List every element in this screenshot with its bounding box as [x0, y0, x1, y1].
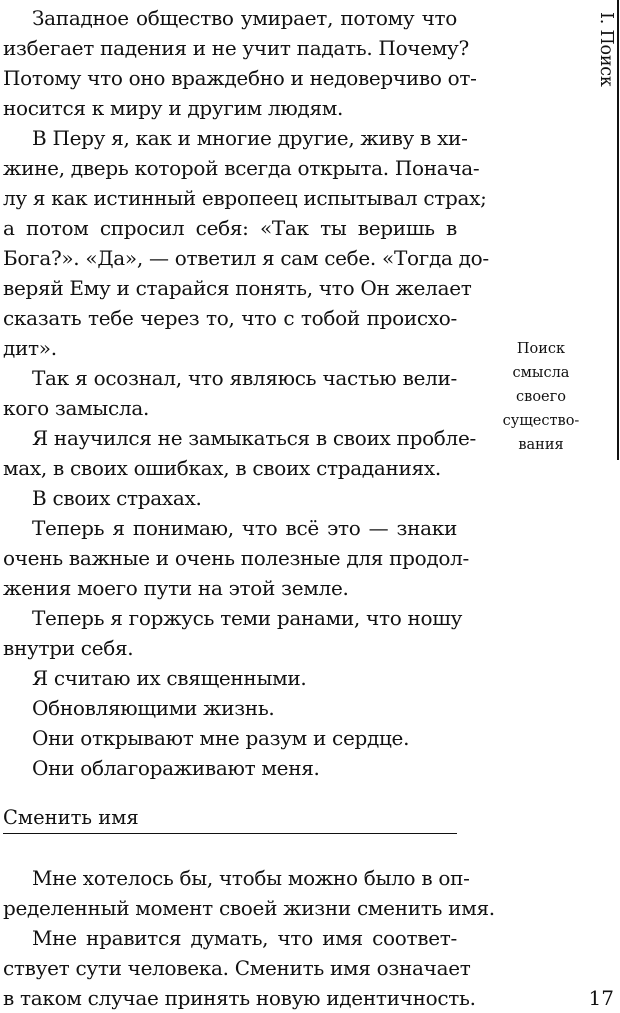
- margin-note-line: смысла: [512, 365, 570, 381]
- text-line: очень важные и очень полезные для продол-: [3, 546, 470, 570]
- margin-rule: [617, 0, 619, 460]
- text-line: внутри себя.: [3, 636, 134, 660]
- text-line: ределенный момент своей жизни сменить имя.: [3, 896, 495, 920]
- margin-note-line: своего: [516, 389, 566, 405]
- text-line: жине, дверь которой всегда открыта. Понача-: [3, 156, 480, 180]
- section-heading: Сменить имя: [3, 806, 139, 829]
- page-number: 17: [588, 986, 614, 1010]
- text-line: мах, в своих ошибках, в своих страданиях.: [3, 456, 441, 480]
- text-line: Они облагораживают меня.: [32, 756, 320, 780]
- margin-note-line: Поиск: [516, 341, 566, 357]
- text-line: Теперь я горжусь теми ранами, что ношу: [32, 606, 463, 630]
- text-line: Потому что оно враждебно и недоверчиво от-: [3, 66, 477, 90]
- text-line: Так я осознал, что являюсь частью вели-: [32, 366, 457, 390]
- text-line: Я считаю их священными.: [32, 666, 307, 690]
- text-line: В Перу я, как и многие другие, живу в хи-: [32, 126, 468, 150]
- text-line: Они открывают мне разум и сердце.: [32, 726, 410, 750]
- text-line: а потом спросил себя: «Так ты веришь в: [3, 216, 457, 240]
- text-line: дит».: [3, 336, 57, 360]
- section-divider: [3, 833, 457, 834]
- text-line: носится к миру и другим людям.: [3, 96, 344, 120]
- text-line: ствует сути человека. Сменить имя означает: [3, 956, 471, 980]
- text-line: В своих страхах.: [32, 486, 202, 510]
- text-line: в таком случае принять новую идентичность.: [3, 986, 476, 1010]
- margin-note: [489, 337, 593, 457]
- text-line: Обновляющими жизнь.: [32, 696, 275, 720]
- text-line: Западное общество умирает, потому что: [32, 6, 457, 30]
- text-line: Мне нравится думать, что имя соответ-: [32, 926, 457, 950]
- text-line: Бога?». «Да», — ответил я сам себе. «Тогда до-: [3, 246, 489, 270]
- text-line: кого замысла.: [3, 396, 150, 420]
- margin-note-line: вания: [518, 437, 564, 453]
- text-line: сказать тебе через то, что с тобой происхо-: [3, 306, 457, 330]
- text-line: веряй Ему и старайся понять, что Он желает: [3, 276, 472, 300]
- text-line: жения моего пути на этой земле.: [3, 576, 349, 600]
- text-line: Я научился не замыкаться в своих пробле-: [32, 426, 476, 450]
- text-line: Мне хотелось бы, чтобы можно было в оп-: [32, 866, 470, 890]
- margin-note-line: существо-: [502, 413, 580, 429]
- text-line: Теперь я понимаю, что всё это — знаки: [32, 516, 457, 540]
- chapter-running-title: I. Поиск: [596, 12, 616, 87]
- text-line: избегает падения и не учит падать. Почему?: [3, 36, 469, 60]
- text-line: лу я как истинный европеец испытывал страх;: [3, 186, 487, 210]
